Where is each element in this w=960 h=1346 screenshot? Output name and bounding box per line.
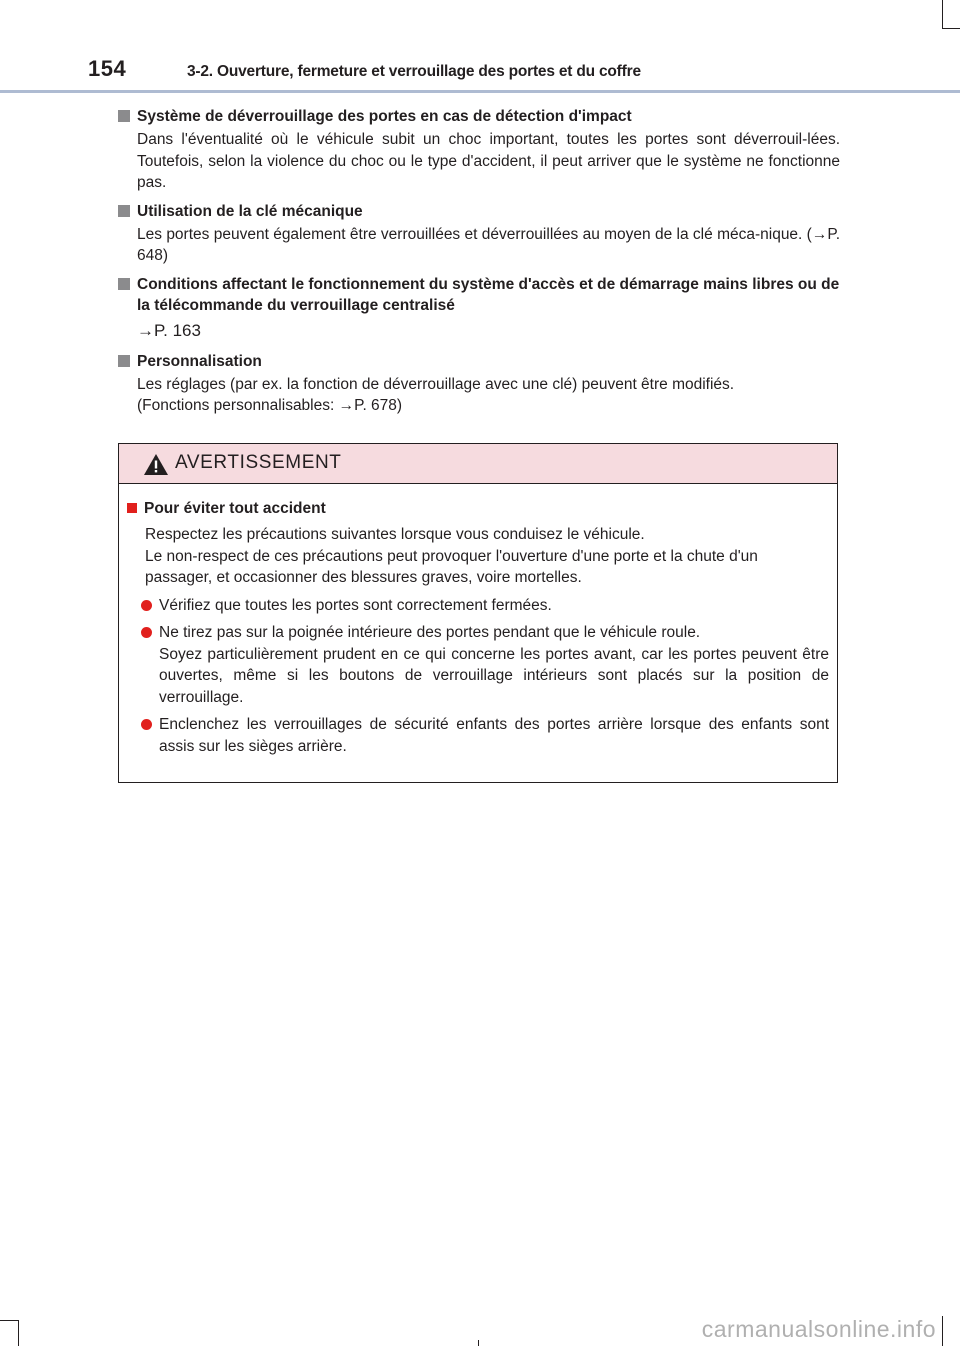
section-title: Utilisation de la clé mécanique <box>137 202 363 220</box>
page-reference-link[interactable]: →P. 163 <box>137 320 201 340</box>
bullet-dot-icon <box>141 627 152 638</box>
section-text: Dans l'éventualité où le véhicule subit un choc important, toutes les portes sont déverrouil-lées. Toutefois, selon la violence du choc ou le type d'accident, il peut arriver que le système ne fonctionne pas. <box>137 131 840 191</box>
section-title: Personnalisation <box>137 352 262 370</box>
bullet-dot-icon <box>141 719 152 730</box>
section-square-icon <box>118 278 130 290</box>
crop-mark <box>18 1320 19 1346</box>
section-square-icon <box>118 355 130 367</box>
section-conditions <box>118 274 840 344</box>
warning-box <box>118 443 838 783</box>
warning-heading: AVERTISSEMENT <box>175 452 342 473</box>
section-title: Conditions affectant le fonctionnement du système d'accès et de démarrage mains libres ou de la télécommande du verrouillage centralisé <box>137 275 840 314</box>
section-mechanical-key <box>118 201 840 267</box>
crop-mark <box>942 1316 943 1346</box>
section-square-icon <box>118 205 130 217</box>
bullet-dot-icon <box>141 600 152 611</box>
page-number: 154 <box>88 56 127 81</box>
crop-mark <box>478 1340 479 1346</box>
chapter-title: 3-2. Ouverture, fermeture et verrouillage des portes et du coffre <box>187 63 641 80</box>
warning-square-icon <box>127 503 137 513</box>
warning-triangle-icon <box>143 453 169 476</box>
warning-bullet: Vérifiez que toutes les portes sont correctement fermées. <box>141 595 829 617</box>
section-square-icon <box>118 110 130 122</box>
main-content <box>118 106 840 424</box>
section-text: (Fonctions personnalisables: →P. 678) <box>137 397 403 414</box>
section-text: Les portes peuvent également être verrouillées et déverrouillées au moyen de la clé méca-nique. (→P. 648) <box>137 225 840 264</box>
header-rule <box>0 90 960 93</box>
section-title: Système de déverrouillage des portes en cas de détection d'impact <box>137 108 632 125</box>
section-personalisation <box>118 351 840 417</box>
warning-bullet: Ne tirez pas sur la poignée intérieure des portes pendant que le véhicule roule. Soyez particulièrement prudent en ce qui concerne les portes avant, car les portes peuvent être ouvertes, même si les boutons de verrouillage intérieurs sont placés sur la position de verrouillage. <box>141 622 829 708</box>
section-impact-unlock <box>118 106 840 194</box>
page-header <box>0 0 960 96</box>
warning-bullet: Enclenchez les verrouillages de sécurité enfants des portes arrière lorsque des enfants sont assis sur les sièges arrière. <box>141 714 829 757</box>
watermark: carmanualsonline.info <box>701 1316 936 1342</box>
warning-subtitle: Pour éviter tout accident <box>144 500 326 517</box>
warning-header <box>119 444 837 484</box>
section-text: Les réglages (par ex. la fonction de déverrouillage avec une clé) peuvent être modifiés. <box>137 375 735 393</box>
crop-mark <box>0 1320 18 1321</box>
warning-intro: Respectez les précautions suivantes lorsque vous conduisez le véhicule. Le non-respect de ces précautions peut provoquer l'ouverture d'une porte et la chute d'un passager, et occasionner des blessures graves, voire mortelles. <box>145 526 758 586</box>
